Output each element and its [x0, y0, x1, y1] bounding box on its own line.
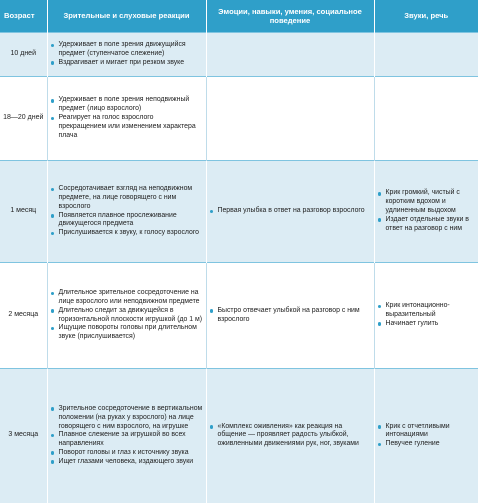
list-item — [51, 458, 203, 467]
item-text: Издает отдельные звуки в ответ на разговор с ним — [385, 215, 469, 232]
list-item — [51, 289, 203, 307]
speech-cell — [374, 263, 478, 369]
item-text: Поворот головы и глаз к источнику звука — [58, 448, 189, 456]
table-row — [0, 161, 478, 263]
visual-cell — [47, 161, 206, 263]
emotions-cell — [206, 161, 374, 263]
emotions-cell — [206, 369, 374, 503]
item-text: Певучее гуление — [385, 440, 440, 448]
item-text: Прислушивается к звуку, к голосу взрослого — [58, 229, 200, 237]
bullet-icon — [51, 434, 55, 438]
table-row — [0, 263, 478, 369]
bullet-icon — [51, 188, 55, 192]
item-text: Крик с отчетливыми интонациями — [385, 422, 450, 439]
list-item — [378, 440, 476, 449]
item-text: Вздрагивает и мигает при резком звуке — [58, 58, 185, 66]
bullet-icon — [378, 322, 382, 326]
list-item — [378, 320, 476, 329]
list-item — [51, 59, 203, 68]
bullet-icon — [378, 192, 382, 196]
age-cell: 10 дней — [0, 33, 47, 77]
list-item — [51, 114, 203, 140]
emotions-cell — [206, 263, 374, 369]
bullet-icon — [51, 292, 55, 296]
item-text: Удерживает в поле зрения неподвижный предмет (лицо взрослого) — [58, 96, 190, 113]
list-item — [51, 41, 203, 59]
list-item — [210, 423, 371, 449]
item-text: Крик громкий, чистый с коротким вдохом и удлиненным выдохом — [385, 189, 460, 215]
speech-cell — [374, 77, 478, 161]
item-text: Сосредотачивает взгляд на неподвижном предмете, на лице говорящего с ним взрослого — [58, 185, 193, 210]
table-row — [0, 33, 478, 77]
item-text: Зрительное сосредоточение в вертикальном положении (на руках у взрослого) на лице говорящего с ним взрослого, на игрушке — [58, 404, 203, 430]
visual-cell — [47, 33, 206, 77]
item-text: Появляется плавное прослеживание движущегося предмета — [58, 211, 177, 228]
item-text: Длительное зрительное сосредоточение на лице взрослого или неподвижном предмете — [58, 289, 200, 305]
table-row — [0, 369, 478, 503]
age-cell: 1 месяц — [0, 161, 47, 263]
item-text: Первая улыбка в ответ на разговор взрослого — [217, 207, 365, 215]
bullet-icon — [378, 443, 382, 447]
bullet-icon — [210, 210, 214, 214]
item-text: Начинает гулить — [385, 319, 439, 327]
visual-cell — [47, 263, 206, 369]
list-item — [378, 302, 476, 320]
list-item — [51, 96, 203, 114]
list-item — [51, 324, 203, 342]
item-text: Длительно следит за движущейся в горизонтальной плоскости игрушкой (до 1 м) — [58, 306, 203, 323]
header-speech: Звуки, речь — [374, 0, 478, 33]
speech-cell — [374, 161, 478, 263]
bullet-icon — [51, 327, 55, 331]
age-cell: 18—20 дней — [0, 77, 47, 161]
list-item — [378, 189, 476, 215]
visual-cell — [47, 369, 206, 503]
bullet-icon — [378, 305, 382, 309]
item-text: Реагирует на голос взрослого прекращением или изменением характера плача — [58, 114, 196, 139]
bullet-icon — [51, 117, 55, 121]
bullet-icon — [51, 44, 55, 48]
table-row — [0, 77, 478, 161]
emotions-cell — [206, 77, 374, 161]
bullet-icon — [51, 232, 55, 236]
list-item — [210, 207, 371, 216]
header-emotions: Эмоции, навыки, умения, социальное поведение — [206, 0, 374, 33]
header-row — [0, 0, 478, 33]
bullet-icon — [51, 61, 55, 65]
header-visual: Зрительные и слуховые реакции — [47, 0, 206, 33]
speech-cell — [374, 33, 478, 77]
list-item — [51, 307, 203, 325]
bullet-icon — [51, 451, 55, 455]
item-text: Быстро отвечает улыбкой на разговор с ним взрослого — [217, 306, 360, 323]
list-item — [210, 307, 371, 325]
bullet-icon — [51, 214, 55, 218]
visual-cell — [47, 77, 206, 161]
bullet-icon — [378, 425, 382, 429]
item-text: Плавное слежение за игрушкой во всех направлениях — [58, 431, 186, 448]
item-text: Ищет глазами человека, издающего звуки — [58, 457, 194, 465]
bullet-icon — [51, 407, 55, 411]
list-item — [51, 449, 203, 458]
item-text: Крик интонационно-выразительный — [385, 302, 450, 319]
list-item — [378, 423, 476, 441]
item-text: «Комплекс оживления» как реакция на общение — проявляет радость улыбкой, оживленными движениями рук, ног, звуками — [217, 422, 359, 448]
age-cell: 3 месяца — [0, 369, 47, 503]
list-item — [51, 405, 203, 431]
bullet-icon — [378, 218, 382, 222]
list-item — [51, 212, 203, 230]
bullet-icon — [51, 460, 55, 464]
bullet-icon — [210, 425, 214, 429]
bullet-icon — [51, 309, 55, 313]
header-age: Возраст — [0, 0, 47, 33]
list-item — [378, 216, 476, 234]
emotions-cell — [206, 33, 374, 77]
speech-cell — [374, 369, 478, 503]
bullet-icon — [210, 309, 214, 313]
list-item — [51, 431, 203, 449]
item-text: Удерживает в поле зрения движущийся предмет (ступенчатое слежение) — [58, 41, 186, 58]
list-item — [51, 185, 203, 211]
item-text: Ищущие повороты головы при длительном звуке (прислушивается) — [58, 324, 197, 341]
age-cell: 2 месяца — [0, 263, 47, 369]
list-item — [51, 229, 203, 238]
bullet-icon — [51, 99, 55, 103]
